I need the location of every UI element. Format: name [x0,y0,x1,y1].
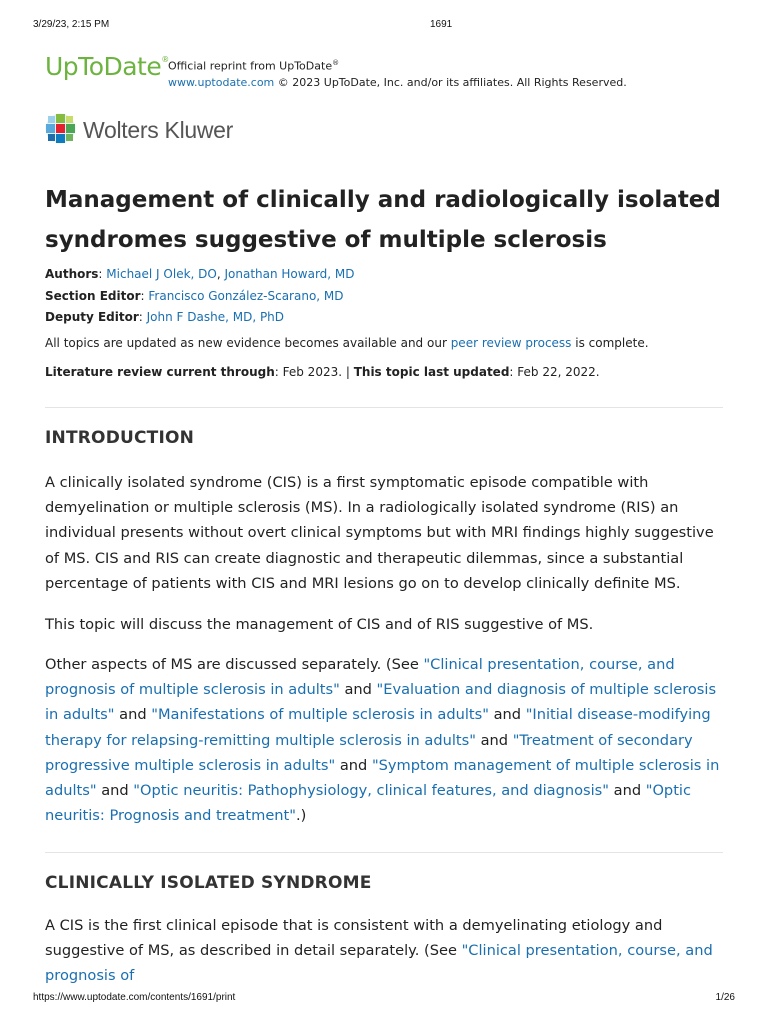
publisher-name: Wolters Kluwer [83,117,234,143]
article-contributors [45,264,725,329]
article-title: Management of clinically and radiologically isolated syndromes suggestive of multiple sclerosis [45,187,721,253]
reprint-mark: ® [332,59,340,67]
conjunction-text: and [96,782,134,800]
topic-link[interactable]: "Initial disease-modifying therapy for relapsing-remitting multiple sclerosis in adults" [45,706,711,749]
conjunction-text: and [339,681,377,699]
cis-p1-pre: A CIS is the first clinical episode that is consistent with a demyelinating etiology and suggestive of MS, as described in detail separately. (See [45,917,663,960]
section-editor-label: Section Editor [45,288,141,303]
topic-link[interactable]: "Clinical presentation, course, and prognosis of multiple sclerosis in adults" [45,656,675,699]
intro-paragraph-3 [45,652,725,828]
last-updated-label: This topic last updated [353,365,510,379]
cis-heading: CLINICALLY ISOLATED SYNDROME [45,873,372,893]
topic-link[interactable]: "Optic neuritis: Pathophysiology, clinical features, and diagnosis" [133,782,609,800]
reprint-notice [168,55,668,91]
intro-p3-pre: Other aspects of MS are discussed separately. (See [45,656,424,673]
topic-link[interactable]: "Evaluation and diagnosis of multiple sclerosis in adults" [45,681,717,724]
wolters-kluwer-logo-icon [45,113,76,144]
intro-p3-post: .) [295,807,307,825]
authors-row: Authors: Michael J Olek, DO, Jonathan Howard, MD [45,267,355,281]
literature-review-line [45,365,725,379]
intro-heading: INTRODUCTION [45,428,195,448]
peer-review-link[interactable]: peer review process [450,336,572,350]
topic-link[interactable]: "Optic neuritis: Prognosis and treatment" [45,782,691,825]
topic-link[interactable]: "Symptom management of multiple sclerosis in adults" [45,756,720,800]
section-divider [45,407,723,408]
author-link[interactable]: Jonathan Howard, MD [224,267,355,281]
deputy-editor-label: Deputy Editor [45,310,139,324]
uptodate-logo-text: UpToDate [45,52,162,81]
print-topic-number: 1691 [430,19,453,30]
authors-label: Authors [45,267,99,281]
print-datetime: 3/29/23, 2:15 PM [33,19,110,30]
uptodate-logo [45,52,169,81]
deputy-editor-link[interactable]: John F Dashe, MD, PhD [146,310,285,324]
author-link[interactable]: Michael J Olek, DO [106,267,217,281]
update-note-post: is complete. [571,336,649,350]
section-editor-row: Section Editor: Francisco González-Scarano, MD [45,288,344,303]
update-note [45,336,725,350]
topic-link[interactable]: "Manifestations of multiple sclerosis in adults" [151,706,489,724]
uptodate-site-link[interactable]: www.uptodate.com [168,75,275,89]
conjunction-text: and [335,756,372,774]
print-footer [33,992,735,1006]
last-updated-value: : Feb 22, 2022. [509,365,600,379]
update-note-pre: All topics are updated as new evidence becomes available and our [45,336,451,350]
print-header [33,19,735,33]
lit-review-label: Literature review current through [45,365,275,379]
lit-review-value: : Feb 2023. | [274,365,354,379]
conjunction-text: and [609,782,646,800]
uptodate-logo-mark: ® [161,54,169,64]
print-url: https://www.uptodate.com/contents/1691/print [33,992,236,1003]
section-editor-link[interactable]: Francisco González-Scarano, MD [148,288,344,303]
topic-link[interactable]: "Treatment of secondary progressive multiple sclerosis in adults" [45,731,693,774]
topic-link[interactable]: "Clinical presentation, course, and prognosis of [45,942,713,985]
conjunction-text: and [488,706,526,724]
reprint-line: Official reprint from UpToDate [168,59,333,73]
section-divider [45,852,723,853]
copyright-text: © 2023 UpToDate, Inc. and/or its affiliates. All Rights Reserved. [274,75,627,89]
intro-paragraph-2: This topic will discuss the management of CIS and of RIS suggestive of MS. [45,616,594,633]
deputy-editor-row: Deputy Editor: John F Dashe, MD, PhD [45,310,285,324]
intro-paragraph-1: A clinically isolated syndrome (CIS) is a first symptomatic episode compatible with demyelination or multiple sclerosis (MS). In a radiologically isolated syndrome (RIS) an individual presents without overt clinical symptoms but with MRI findings highly suggestive of MS. CIS and RIS can create diagnostic and therapeutic dilemmas, since a substantial percentage of patients with CIS and MRI lesions go on to develop clinically definite MS. [45,474,714,592]
cis-paragraph-1 [45,913,725,989]
conjunction-text: and [475,731,513,749]
print-page-number: 1/26 [715,992,735,1003]
conjunction-text: and [114,706,152,724]
